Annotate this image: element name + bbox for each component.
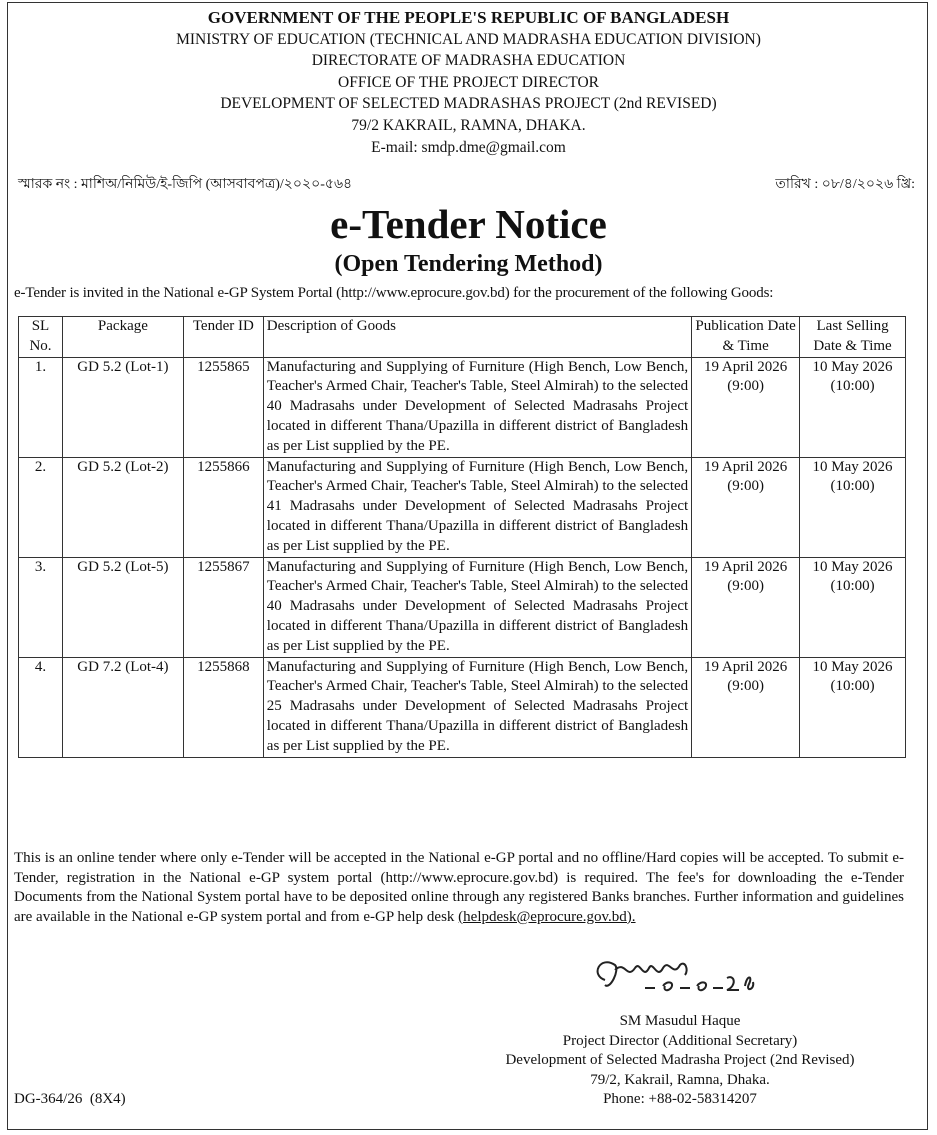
publication-date: 19 April 2026 [703, 458, 788, 475]
cell-last-selling [800, 357, 906, 457]
cell-description: Manufacturing and Supplying of Furniture (High Bench, Low Bench, Teacher's Armed Chair, Teacher's Table, Steel Almirah) to the selected 40 Madrasahs under Development of Selected Madrasahs Project located in different Thana/Upazilla in different district of Bangladesh as per List supplied by the PE. [263, 557, 691, 657]
signatory-project: Development of Selected Madrasha Project (2nd Revised) [505, 1052, 855, 1069]
cell-description: Manufacturing and Supplying of Furniture (High Bench, Low Bench, Teacher's Armed Chair, Teacher's Table, Steel Almirah) to the selected 40 Madrasahs under Development of Selected Madrasahs Project located in different Thana/Upazilla in different district of Bangladesh as per List supplied by the PE. [263, 357, 691, 457]
address-line: 79/2 KAKRAIL, RAMNA, DHAKA. [351, 116, 586, 134]
signatory-designation: Project Director (Additional Secretary) [562, 1032, 798, 1049]
directorate-line: DIRECTORATE OF MADRASHA EDUCATION [311, 52, 626, 70]
notice-subtitle: (Open Tendering Method) [334, 251, 603, 277]
last-selling-time: (10:00) [830, 578, 875, 595]
header-sl: SL No. [19, 317, 63, 358]
cell-package: GD 5.2 (Lot-1) [62, 357, 183, 457]
memo-number: স্মারক নং : মাশিঅ/নিমিউ/ই-জিপি (আসবাবপত্র)/২০২০-৫৬৪ [18, 177, 353, 192]
notice-title: e-Tender Notice [330, 201, 607, 247]
cell-sl: 1. [19, 357, 63, 457]
office-line: OFFICE OF THE PROJECT DIRECTOR [338, 73, 599, 91]
cell-last-selling [800, 557, 906, 657]
ministry-line: MINISTRY OF EDUCATION (TECHNICAL AND MADRASHA EDUCATION DIVISION) [176, 30, 761, 48]
publication-time: (9:00) [727, 678, 764, 695]
cell-sl: 2. [19, 457, 63, 557]
header-publication: Publication Date & Time [692, 317, 800, 358]
memo-date: তারিখ : ০৮/৪/২০২৬ খ্রি: [775, 177, 915, 192]
table-row [19, 657, 906, 757]
table-row [19, 457, 906, 557]
last-selling-time: (10:00) [830, 478, 875, 495]
cell-tender-id: 1255866 [183, 457, 263, 557]
cell-tender-id: 1255865 [183, 357, 263, 457]
publication-date: 19 April 2026 [703, 658, 788, 675]
table-row [19, 357, 906, 457]
header-tender-id: Tender ID [183, 317, 263, 358]
letterhead [0, 7, 937, 158]
publication-date: 19 April 2026 [703, 358, 788, 375]
table-row [19, 557, 906, 657]
last-selling-time: (10:00) [830, 378, 875, 395]
signature-image [585, 950, 805, 1010]
last-selling-date: 10 May 2026 [812, 558, 893, 575]
last-selling-date: 10 May 2026 [812, 458, 893, 475]
cell-publication [692, 557, 800, 657]
cell-last-selling [800, 657, 906, 757]
publication-time: (9:00) [727, 478, 764, 495]
cell-package: GD 5.2 (Lot-5) [62, 557, 183, 657]
cell-sl: 3. [19, 557, 63, 657]
signatory-name: SM Masudul Haque [619, 1013, 741, 1029]
signatory-phone: Phone: +88-02-58314207 [603, 1091, 757, 1108]
cell-publication [692, 357, 800, 457]
government-title: GOVERNMENT OF THE PEOPLE'S REPUBLIC OF BANGLADESH [207, 8, 730, 27]
instructions-paragraph [14, 849, 904, 927]
cell-publication [692, 457, 800, 557]
cell-publication [692, 657, 800, 757]
last-selling-time: (10:00) [830, 678, 875, 695]
cell-package: GD 5.2 (Lot-2) [62, 457, 183, 557]
email-line: E-mail: smdp.dme@gmail.com [371, 138, 566, 156]
header-package: Package [62, 317, 183, 358]
cell-tender-id: 1255868 [183, 657, 263, 757]
cell-tender-id: 1255867 [183, 557, 263, 657]
cell-sl: 4. [19, 657, 63, 757]
last-selling-date: 10 May 2026 [812, 658, 893, 675]
header-last-selling: Last Selling Date & Time [800, 317, 906, 358]
cell-package: GD 7.2 (Lot-4) [62, 657, 183, 757]
tender-table [18, 316, 906, 758]
project-line: DEVELOPMENT OF SELECTED MADRASHAS PROJECT (2nd REVISED) [220, 95, 717, 113]
publication-time: (9:00) [727, 578, 764, 595]
cell-description: Manufacturing and Supplying of Furniture (High Bench, Low Bench, Teacher's Armed Chair, Teacher's Table, Steel Almirah) to the selected 41 Madrasahs under Development of Selected Madrasahs Project located in different Thana/Upazilla in different district of Bangladesh as per List supplied by the PE. [263, 457, 691, 557]
cell-last-selling [800, 457, 906, 557]
intro-text: e-Tender is invited in the National e-GP System Portal (http://www.eprocure.gov.bd) for the procurement of the following Goods: [14, 285, 774, 301]
publication-date: 19 April 2026 [703, 558, 788, 575]
last-selling-date: 10 May 2026 [812, 358, 893, 375]
signature [585, 950, 805, 1015]
header-description: Description of Goods [263, 317, 691, 358]
instructions-text: This is an online tender where only e-Tender will be accepted in the National e-GP portal and no offline/Hard copies will be accepted. To submit e-Tender, registration in the National e-GP system portal (http://www.eprocure.gov.bd) is required. The fee's for downloading the e-Tender Documents from the National System portal have to be deposited online through any registered Banks branches. Further information and guidelines are available in the National e-GP system portal and from e-GP help desk [14, 850, 904, 925]
dg-code: DG-364/26 (8X4) [14, 1091, 126, 1107]
signatory-block [470, 1012, 890, 1110]
table-header-row [19, 317, 906, 358]
helpdesk-link[interactable]: (helpdesk@eprocure.gov.bd). [458, 908, 636, 925]
cell-description: Manufacturing and Supplying of Furniture (High Bench, Low Bench, Teacher's Armed Chair, Teacher's Table, Steel Almirah) to the selected 25 Madrasahs under Development of Selected Madrasahs Project located in different Thana/Upazilla in different district of Bangladesh as per List supplied by the PE. [263, 657, 691, 757]
publication-time: (9:00) [727, 378, 764, 395]
signatory-address: 79/2, Kakrail, Ramna, Dhaka. [590, 1071, 770, 1088]
